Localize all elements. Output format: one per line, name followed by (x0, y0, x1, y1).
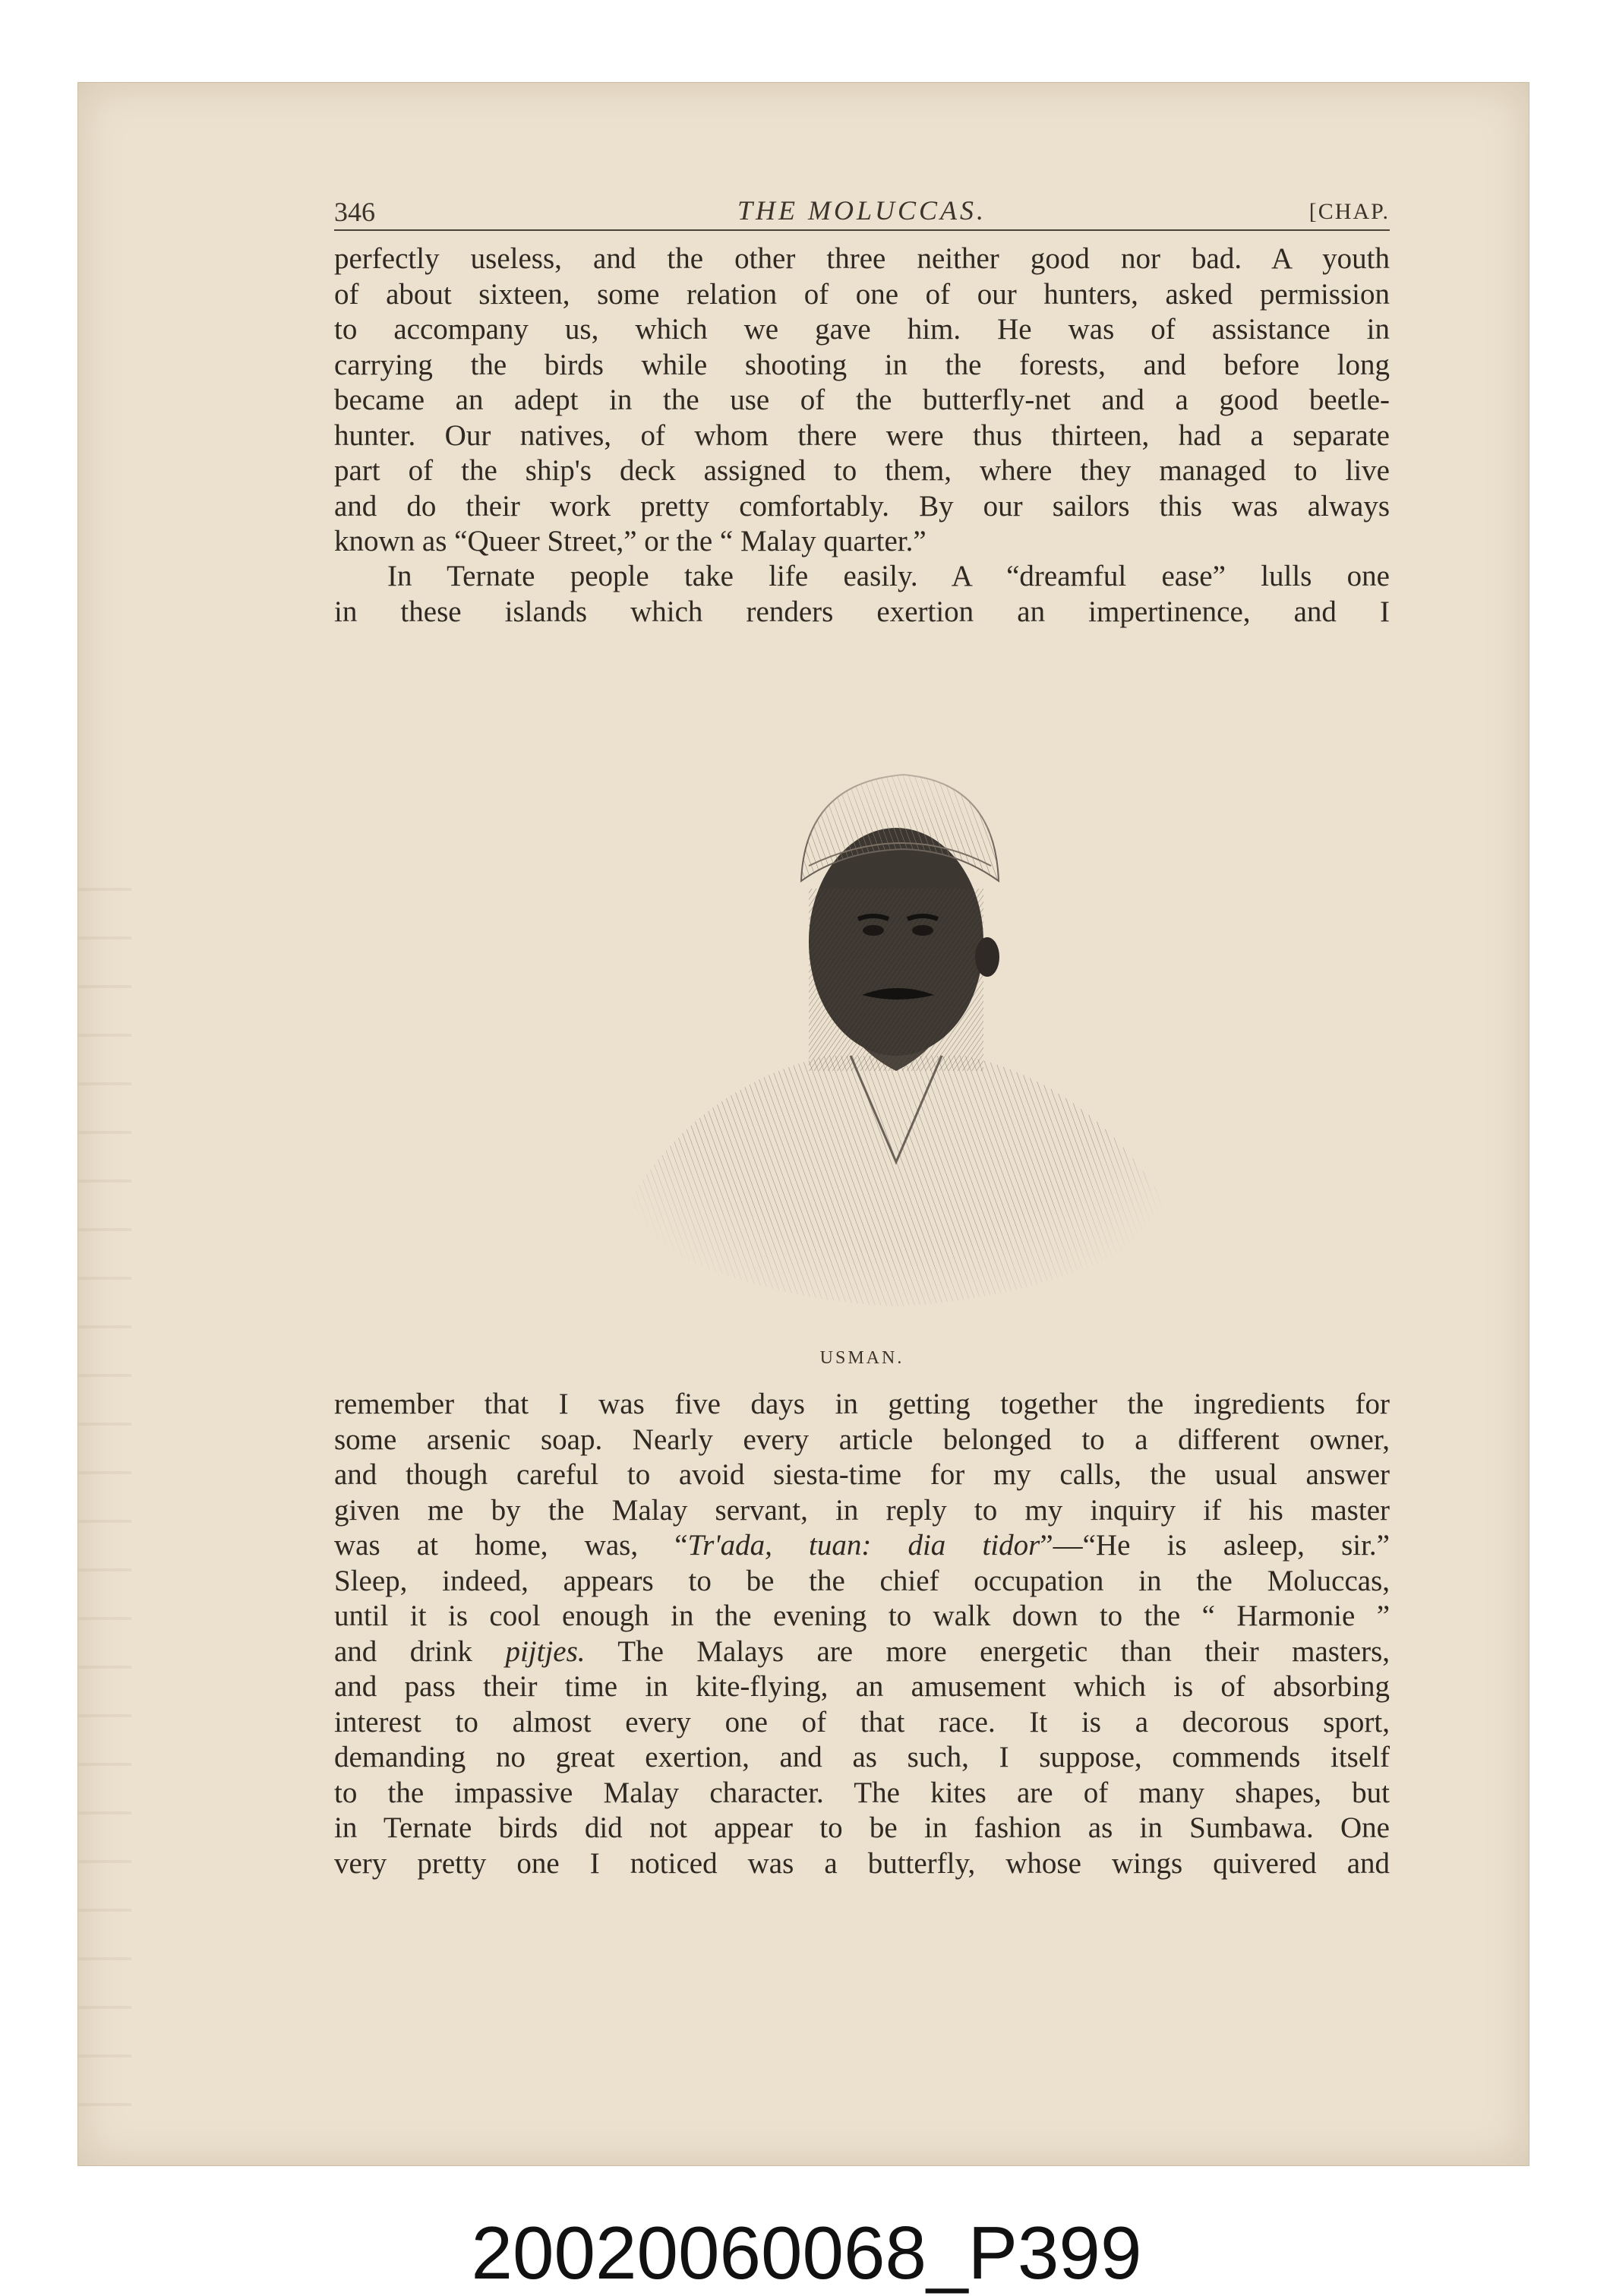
page-number: 346 (334, 197, 375, 227)
italic-phrase: Tr'ada, tuan: dia tidor (687, 1529, 1040, 1562)
paragraph-line: in these islands which renders exertion an impertinence, and I (334, 595, 1390, 628)
paragraph-line: very pretty one I noticed was a butterfly, whose wings quivered and (334, 1846, 1390, 1880)
paragraph-line (334, 1634, 1390, 1670)
paragraph-2 (334, 559, 1390, 630)
paragraph-line: to the impassive Malay character. The kites are of many shapes, but (334, 1776, 1390, 1809)
line-text: was at home, was, “ (334, 1529, 688, 1562)
line-text: ”—“He is asleep, sir.” (1040, 1529, 1390, 1562)
paragraph-line: interest to almost every one of that race. It is a decorous sport, (334, 1705, 1390, 1739)
figure-caption: USMAN. (819, 1348, 904, 1368)
paragraph-line: and though careful to avoid siesta-time for my calls, the usual answer (334, 1458, 1390, 1491)
paragraph-line: demanding no great exertion, and as such, I suppose, commends itself (334, 1741, 1390, 1773)
paragraph-line: became an adept in the use of the butterfly-net and a good beetle- (334, 384, 1390, 416)
paragraph-line (334, 1528, 1390, 1564)
italic-phrase: pijtjes. (505, 1634, 586, 1668)
chapter-mark: [CHAP. (1308, 199, 1390, 224)
page-header (334, 191, 1390, 231)
portrait-illustration (600, 767, 1192, 1314)
paragraph-line: Sleep, indeed, appears to be the chief occupation in the Moluccas, (334, 1564, 1390, 1597)
paragraph-line: carrying the birds while shooting in the forests, and before long (334, 348, 1390, 381)
paragraph-line: remember that I was five days in getting together the ingredients for (334, 1388, 1390, 1420)
paragraph-line: In Ternate people take life easily. A “dreamful ease” lulls one (387, 560, 1390, 592)
paragraph-3 (334, 1387, 1390, 1881)
running-title: THE MOLUCCAS. (737, 195, 987, 226)
line-text: and drink (334, 1634, 506, 1668)
paragraph-line: and do their work pretty comfortably. By our sailors this was always (334, 489, 1390, 523)
paragraph-line: in Ternate birds did not appear to be in fashion as in Sumbawa. One (334, 1811, 1390, 1844)
paragraph-1 (334, 242, 1390, 560)
paragraph-line: and pass their time in kite-flying, an amusement which is of absorbing (334, 1670, 1390, 1703)
line-text: The Malays are more energetic than their masters, (585, 1634, 1390, 1668)
paragraph-line: hunter. Our natives, of whom there were thus thirteen, had a separate (334, 418, 1390, 452)
paragraph-line: to accompany us, which we gave him. He was of assistance in (334, 313, 1390, 346)
paragraph-line: some arsenic soap. Nearly every article belonged to a different owner, (334, 1423, 1390, 1456)
paragraph-line: known as “Queer Street,” or the “ Malay quarter.” (334, 525, 926, 557)
page-edge-wear (78, 842, 131, 2133)
paragraph-line: part of the ship's deck assigned to them, where they managed to live (334, 454, 1390, 487)
paragraph-line: perfectly useless, and the other three neither good nor bad. A youth (334, 242, 1390, 275)
archive-identifier: 20020060068_P399 (471, 2211, 1142, 2294)
paragraph-line: of about sixteen, some relation of one of our hunters, asked permission (334, 277, 1390, 311)
paragraph-line: until it is cool enough in the evening to walk down to the “ Harmonie ” (334, 1600, 1390, 1632)
paragraph-line: given me by the Malay servant, in reply to my inquiry if his master (334, 1493, 1390, 1527)
